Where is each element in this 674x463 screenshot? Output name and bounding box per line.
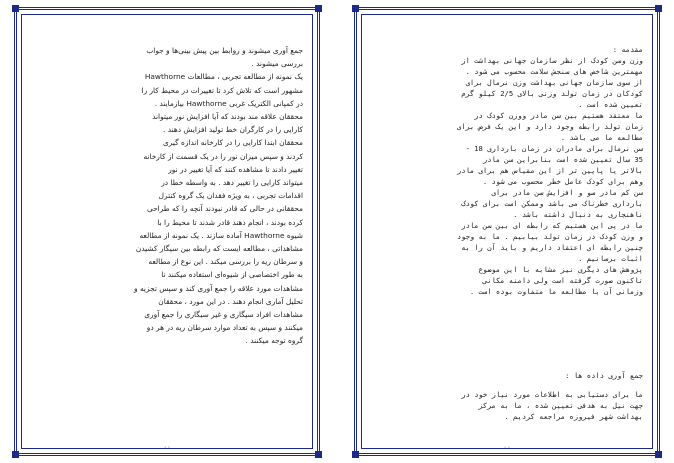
- section-heading: جمع آوری داده ها :: [565, 371, 643, 380]
- text-line: و سرطان ریه را بررسی میکند . این نوع از مطالعه: [148, 257, 303, 267]
- text-line: پژوهش های دیگری نیز مشابه با این موضوع: [478, 265, 643, 274]
- text-line: محققان علاقه مند بودند که آیا افزایش نور میتواند: [152, 112, 303, 122]
- text-line: بهداشت شهر فیروزه مراجعه کردیم .: [504, 412, 643, 421]
- text-line: کردند و سپس میزان نور را در یک قسمت از کارخانه: [143, 151, 303, 161]
- text-line: در کمپانی الکتریک غربی Hawthorne بیازمایند .: [154, 98, 303, 108]
- text-line: محققان ابتدا کارایی را در کارخانه اندازه گیری: [163, 138, 303, 148]
- text-line: یک نمونه از مطالعه تجربی ، مطالعات Hawthorne: [144, 72, 303, 82]
- text-line: 35 سال تعیین شده است بنابراین سن مادر: [482, 155, 643, 164]
- text-line: وزمانی آن با مطالعه ما متفاوت بوده است .: [469, 287, 643, 296]
- right-page-body: [371, 44, 643, 297]
- page-number: ٠٠: [503, 443, 511, 451]
- text-line: اقدامات تجربی ، به ویژه فقدان یک گروه کنترل: [158, 191, 303, 201]
- left-page: [7, 0, 327, 463]
- text-line: بررسی میشوند .: [251, 59, 303, 69]
- text-line: تحلیل آماری انجام دهند . در این مورد ، محققان: [158, 296, 303, 306]
- text-line: تغییر دادند تا مشاهده کنند که آیا تغییر در نور: [168, 164, 303, 174]
- text-line: مشهور است که تلاش کرد تا تغییرات در محیط کار را: [141, 85, 303, 95]
- text-line: تاکنون صورت گرفته است ولی دامنه مکانی: [482, 276, 643, 285]
- text-line: مشاهداتی ، مطالعه ایست که رابطه بین سیگار کشیدن: [135, 244, 303, 254]
- text-line: بالاتر یا پایین تر از این مقیاس هم برای مادر: [456, 166, 643, 175]
- text-line: کرده بودند ، انجام دهند قادر شدند تا محیط را با: [157, 217, 303, 227]
- text-line: محققانی در حالی که قادر نبودند آنچه را که طراحی: [146, 204, 303, 214]
- text-line: اثبات برسانیم .: [578, 254, 643, 263]
- text-line: ما معتقد هستیم بین سن مادر ووزن کودک در: [474, 111, 643, 120]
- text-line: چنین رابطه ای اعتقاد داریم و باید آن را به: [461, 243, 643, 252]
- text-line: سن کم مادر سو و افزایش سن مادر برای: [491, 188, 643, 197]
- text-line: از سوی سازمان جهانی بهداشت وزن نرمال برای: [465, 78, 643, 87]
- border-corner-ornament: [655, 451, 662, 458]
- text-line: مقدمه :: [612, 45, 643, 54]
- border-corner-ornament: [352, 5, 359, 12]
- text-line: ما در پی این هستیم که رابطه ای بین سن مادر: [461, 221, 643, 230]
- text-line: ما برای دستیابی به اطلاعات مورد نیاز خود در: [461, 390, 643, 399]
- border-corner-ornament: [315, 5, 322, 12]
- text-line: کارایی را در کارگران خط تولید افزایش دهند .: [163, 125, 303, 135]
- text-line: سن نرمال برای مادران در زمان بارداری 18 -: [465, 144, 643, 153]
- text-line: مشاهدات مورد علاقه را جمع آوری کند و سپس تجزیه و: [134, 283, 303, 293]
- text-line: و وزن کودک در زمان تولد بیابیم . ما به وجود: [456, 232, 643, 241]
- border-corner-ornament: [12, 451, 19, 458]
- text-line: مشاهدات افراد سیگاری و غیر سیگاری را جمع آوری: [144, 310, 303, 320]
- border-corner-ornament: [655, 5, 662, 12]
- text-line: تعیین شده است .: [578, 100, 643, 109]
- right-page: [347, 0, 667, 463]
- text-line: مطالعه ما می باشد .: [560, 133, 643, 142]
- text-line: مهمترین شاخص های سنجش سلامت محسوب می شود .: [465, 67, 643, 76]
- text-line: وهم برای کودک عامل خطر محسوب می شود .: [482, 177, 643, 186]
- text-line: شیوه Hawthorne آماده سازند . یک نمونه از مطالعه: [139, 230, 303, 240]
- text-line: جمع آوری میشوند و روابط بین پیش بینی‌ها و جواب: [146, 46, 303, 55]
- text-line: بارداری خطرناک می باشد وممکن است برای کودک: [461, 199, 643, 208]
- border-corner-ornament: [12, 5, 19, 12]
- left-page-body: [31, 44, 303, 348]
- text-line: جهت نیل به هدفی تعیین شده ، ما به مرکز: [478, 401, 643, 410]
- text-line: زمان تولد رابطه وجود دارد و این یک فرض برای: [456, 122, 643, 131]
- text-line: به طور اختصاصی از شیوه‌ای استفاده میکنند تا: [161, 270, 303, 280]
- text-line: وزن وسن کودک از نظر سازمان جهانی بهداشت از: [461, 56, 643, 65]
- text-line: کودکان در زمان تولد وزنی بالای 2/5 کیلو گرم: [461, 89, 643, 98]
- text-line: ناهنجاری به دنبال داشته باشد .: [513, 210, 643, 219]
- border-corner-ornament: [352, 451, 359, 458]
- text-line: گروه توجه میکنند .: [245, 336, 303, 346]
- data-collection-section: [371, 370, 643, 422]
- text-line: میتواند کارایی را تغییر دهد . به واسطه خطا در: [161, 178, 303, 188]
- border-corner-ornament: [315, 451, 322, 458]
- text-line: میکنند و سپس به تعداد موارد سرطان ریه در هر دو: [146, 323, 303, 333]
- page-number: ٠٠: [163, 443, 171, 451]
